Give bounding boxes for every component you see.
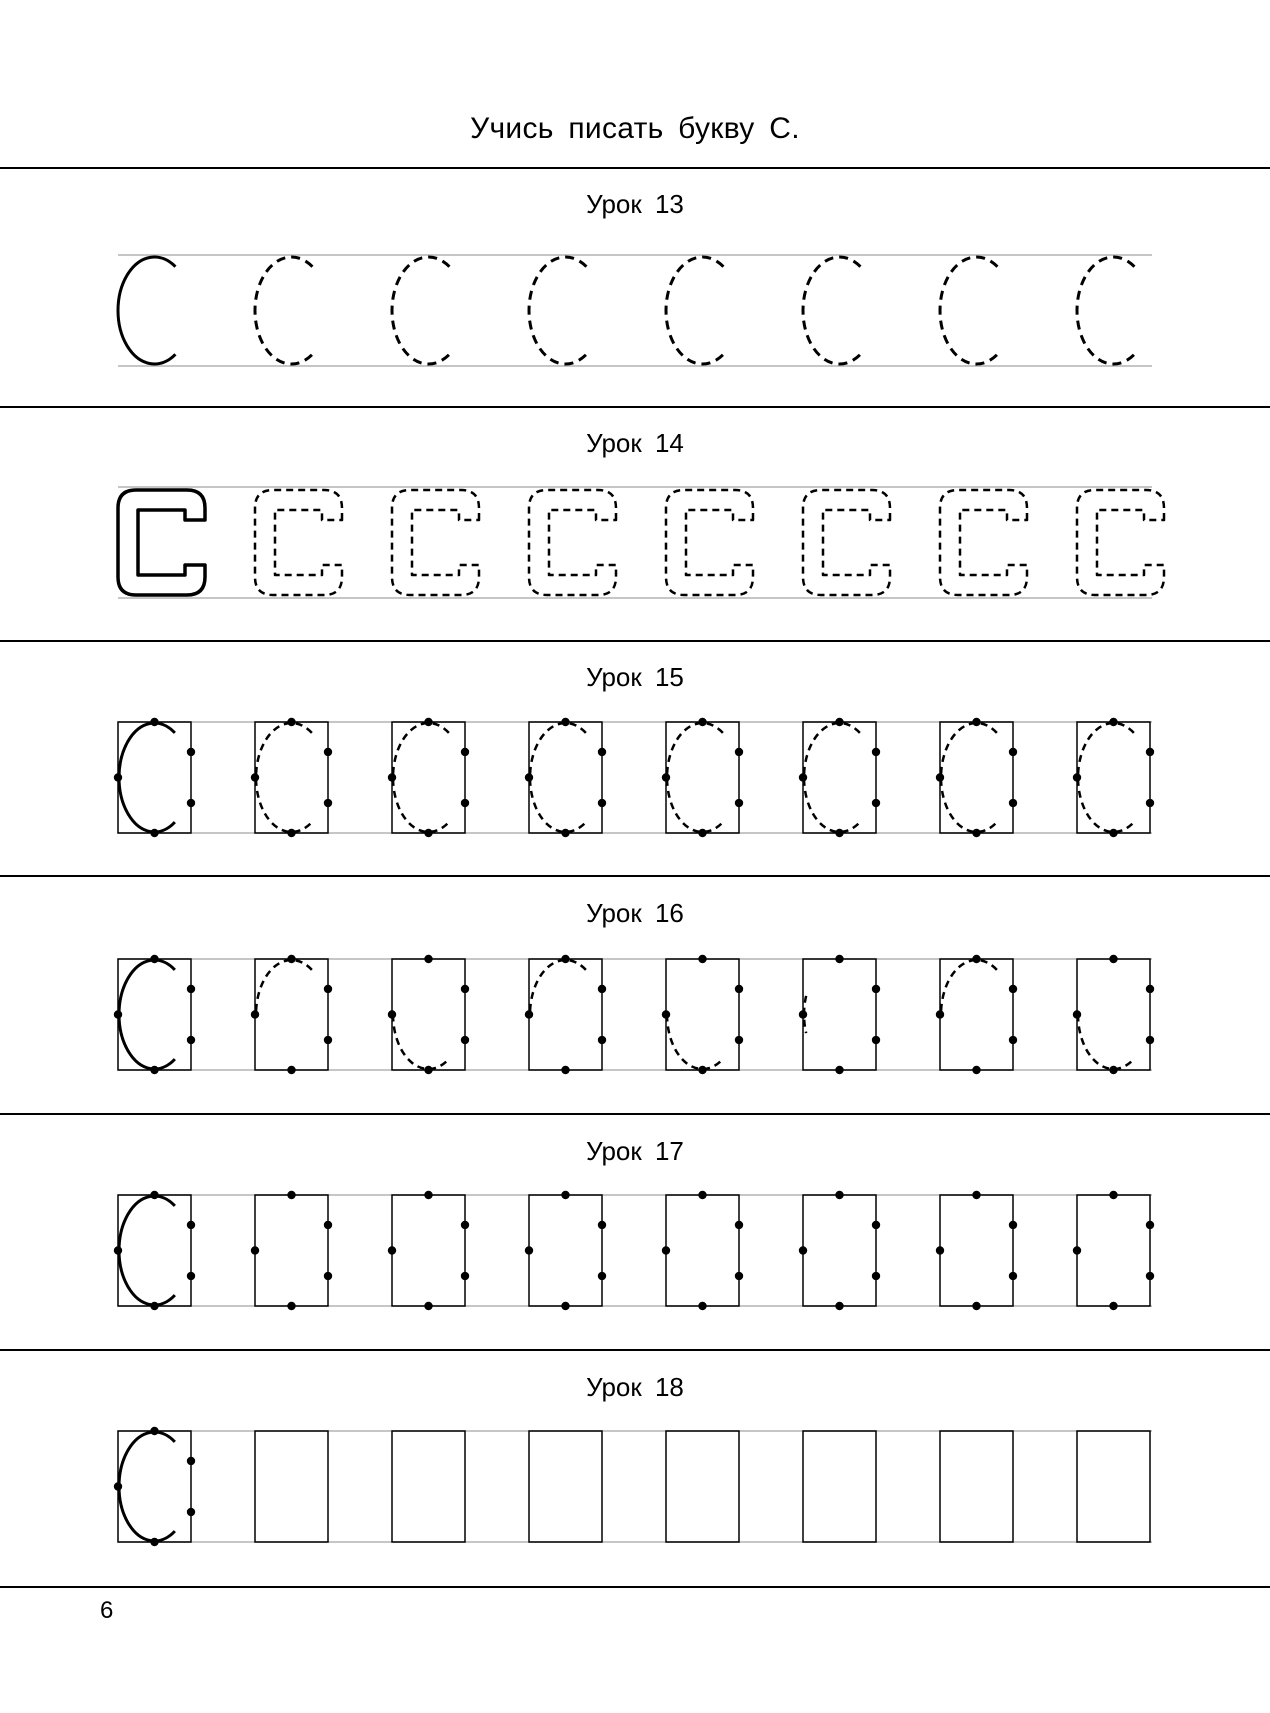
traceable-letter-c	[667, 723, 723, 832]
guide-dot	[1109, 1066, 1117, 1074]
traceable-letter-c	[803, 257, 860, 364]
guide-dot	[324, 1036, 332, 1044]
guide-dot	[187, 748, 195, 756]
guide-dot	[561, 1191, 569, 1199]
guide-dot	[324, 1272, 332, 1280]
sample-letter-c	[119, 723, 175, 832]
guide-dot	[424, 955, 432, 963]
guide-dot	[461, 748, 469, 756]
guide-dot	[287, 718, 295, 726]
guide-dot	[424, 829, 432, 837]
guide-dot	[1073, 773, 1081, 781]
guide-dot	[561, 718, 569, 726]
traceable-letter-c	[392, 257, 449, 364]
guide-dot	[698, 1191, 706, 1199]
guide-dot	[150, 1427, 158, 1435]
letter-box	[803, 959, 876, 1070]
guide-dot	[835, 718, 843, 726]
guide-dot	[150, 718, 158, 726]
guide-dot	[187, 1457, 195, 1465]
guide-dot	[1146, 1272, 1154, 1280]
guide-dot	[461, 1036, 469, 1044]
guide-dot	[598, 985, 606, 993]
guide-dot	[561, 955, 569, 963]
traceable-bold-letter-c	[392, 490, 479, 595]
letter-box	[940, 1195, 1013, 1306]
sample-letter-c	[119, 1196, 175, 1305]
guide-dot	[114, 773, 122, 781]
partial-traceable-letter-c	[256, 960, 312, 1015]
traceable-letter-c	[666, 257, 723, 364]
traceable-letter-c	[530, 723, 586, 832]
guide-dot	[1109, 718, 1117, 726]
guide-dot	[561, 829, 569, 837]
lesson-15-tracing-row	[114, 718, 1154, 837]
guide-dot	[835, 829, 843, 837]
lesson-15-title: Урок 15	[586, 662, 684, 692]
lesson-13-tracing-row	[118, 255, 1152, 366]
guide-dot	[1109, 955, 1117, 963]
guide-dot	[287, 1066, 295, 1074]
traceable-letter-c	[256, 723, 312, 832]
guide-dot	[1009, 1221, 1017, 1229]
sample-letter-c	[119, 960, 175, 1069]
guide-dot	[251, 773, 259, 781]
guide-dot	[835, 1302, 843, 1310]
letter-box	[940, 1431, 1013, 1542]
guide-dot	[424, 1302, 432, 1310]
letter-box	[1077, 1431, 1150, 1542]
traceable-bold-letter-c	[803, 490, 890, 595]
guide-dot	[662, 1010, 670, 1018]
letter-box	[529, 1431, 602, 1542]
guide-dot	[461, 1221, 469, 1229]
guide-dot	[1009, 799, 1017, 807]
guide-dot	[799, 1010, 807, 1018]
guide-dot	[972, 955, 980, 963]
guide-dot	[150, 1538, 158, 1546]
guide-dot	[698, 1066, 706, 1074]
traceable-letter-c	[1077, 257, 1134, 364]
guide-dot	[461, 799, 469, 807]
guide-dot	[561, 1302, 569, 1310]
traceable-letter-c	[1078, 723, 1134, 832]
guide-dot	[287, 1191, 295, 1199]
guide-dot	[799, 773, 807, 781]
guide-dot	[324, 799, 332, 807]
partial-traceable-letter-c	[941, 960, 997, 1015]
guide-dot	[187, 799, 195, 807]
guide-dot	[735, 799, 743, 807]
guide-dot	[150, 955, 158, 963]
guide-dot	[150, 1066, 158, 1074]
page-title: Учись писать букву С.	[470, 112, 800, 145]
guide-dot	[424, 1191, 432, 1199]
traceable-bold-letter-c	[529, 490, 616, 595]
guide-dot	[251, 1010, 259, 1018]
section-dividers	[0, 168, 1270, 1587]
guide-dot	[936, 1246, 944, 1254]
partial-traceable-letter-c	[667, 1015, 723, 1069]
traceable-letter-c	[941, 723, 997, 832]
guide-dot	[698, 955, 706, 963]
guide-dot	[287, 1302, 295, 1310]
guide-dot	[114, 1246, 122, 1254]
guide-dot	[424, 718, 432, 726]
guide-dot	[735, 748, 743, 756]
sample-letter-c	[119, 1432, 175, 1541]
guide-dot	[972, 718, 980, 726]
guide-dot	[972, 1302, 980, 1310]
guide-dot	[1146, 1036, 1154, 1044]
guide-dot	[872, 799, 880, 807]
guide-dot	[662, 1246, 670, 1254]
guide-dot	[1146, 985, 1154, 993]
lesson-18-tracing-row	[114, 1427, 1152, 1546]
guide-dot	[972, 1191, 980, 1199]
guide-dot	[936, 1010, 944, 1018]
partial-traceable-letter-c	[393, 1015, 449, 1070]
lesson-17-tracing-row	[114, 1191, 1154, 1310]
guide-dot	[698, 718, 706, 726]
guide-dot	[324, 1221, 332, 1229]
guide-dot	[972, 829, 980, 837]
guide-dot	[287, 829, 295, 837]
letter-box	[392, 1195, 465, 1306]
traceable-letter-c	[804, 723, 860, 832]
letter-box	[666, 1195, 739, 1306]
guide-dot	[287, 955, 295, 963]
guide-dot	[187, 1272, 195, 1280]
guide-dot	[598, 1272, 606, 1280]
letter-box	[255, 1431, 328, 1542]
guide-dot	[698, 829, 706, 837]
partial-traceable-letter-c	[1078, 1015, 1134, 1070]
guide-dot	[799, 1246, 807, 1254]
page-number: 6	[100, 1597, 114, 1624]
guide-dot	[1146, 1221, 1154, 1229]
guide-dot	[598, 748, 606, 756]
guide-dot	[1009, 1272, 1017, 1280]
guide-dot	[835, 1066, 843, 1074]
guide-dot	[114, 1482, 122, 1490]
traceable-letter-c	[529, 257, 586, 364]
letter-box	[803, 1195, 876, 1306]
guide-dot	[150, 829, 158, 837]
guide-dot	[872, 1036, 880, 1044]
letter-box	[1077, 1195, 1150, 1306]
guide-dot	[698, 1302, 706, 1310]
guide-dot	[525, 1010, 533, 1018]
guide-dot	[187, 1036, 195, 1044]
letter-box	[803, 1431, 876, 1542]
guide-dot	[598, 1036, 606, 1044]
partial-traceable-letter-c	[530, 960, 586, 1015]
guide-dot	[561, 1066, 569, 1074]
lesson-14-title: Урок 14	[586, 428, 684, 458]
guide-dot	[662, 773, 670, 781]
guide-dot	[1146, 748, 1154, 756]
guide-dot	[1109, 829, 1117, 837]
lesson-16-tracing-row	[114, 955, 1154, 1074]
guide-dot	[187, 985, 195, 993]
letter-box	[666, 1431, 739, 1542]
guide-dot	[936, 773, 944, 781]
guide-dot	[598, 799, 606, 807]
traceable-letter-c	[393, 723, 449, 832]
lesson-17-title: Урок 17	[586, 1136, 684, 1166]
guide-dot	[1009, 748, 1017, 756]
guide-dot	[424, 1066, 432, 1074]
letter-box	[392, 1431, 465, 1542]
guide-dot	[525, 1246, 533, 1254]
traceable-bold-letter-c	[940, 490, 1027, 595]
traceable-bold-letter-c	[255, 490, 342, 595]
sample-bold-letter-c	[118, 490, 205, 595]
guide-dot	[1109, 1191, 1117, 1199]
guide-dot	[187, 1508, 195, 1516]
guide-dot	[1073, 1010, 1081, 1018]
lesson-14-tracing-row	[118, 487, 1164, 598]
traceable-letter-c	[255, 257, 312, 364]
traceable-bold-letter-c	[666, 490, 753, 595]
guide-dot	[150, 1191, 158, 1199]
traceable-bold-letter-c	[1077, 490, 1164, 595]
guide-dot	[461, 985, 469, 993]
guide-dot	[1146, 799, 1154, 807]
guide-dot	[735, 1272, 743, 1280]
guide-dot	[872, 1272, 880, 1280]
guide-dot	[735, 1221, 743, 1229]
guide-dot	[187, 1221, 195, 1229]
guide-dot	[835, 1191, 843, 1199]
lesson-13-title: Урок 13	[586, 189, 684, 219]
guide-dot	[150, 1302, 158, 1310]
sample-letter-c	[118, 257, 175, 364]
guide-dot	[598, 1221, 606, 1229]
guide-dot	[1073, 1246, 1081, 1254]
guide-dot	[872, 748, 880, 756]
guide-dot	[1009, 985, 1017, 993]
guide-dot	[872, 985, 880, 993]
guide-dot	[835, 955, 843, 963]
lesson-16-title: Урок 16	[586, 898, 684, 928]
guide-dot	[461, 1272, 469, 1280]
guide-dot	[735, 1036, 743, 1044]
letter-box	[529, 1195, 602, 1306]
guide-dot	[114, 1010, 122, 1018]
guide-dot	[324, 748, 332, 756]
guide-dot	[872, 1221, 880, 1229]
guide-dot	[388, 1246, 396, 1254]
guide-dot	[735, 985, 743, 993]
guide-dot	[525, 773, 533, 781]
guide-dot	[388, 1010, 396, 1018]
lesson-18-title: Урок 18	[586, 1372, 684, 1402]
guide-dot	[324, 985, 332, 993]
traceable-letter-c	[940, 257, 997, 364]
guide-dot	[1009, 1036, 1017, 1044]
guide-dot	[972, 1066, 980, 1074]
guide-dot	[1109, 1302, 1117, 1310]
guide-dot	[388, 773, 396, 781]
letter-box	[255, 1195, 328, 1306]
guide-dot	[251, 1246, 259, 1254]
